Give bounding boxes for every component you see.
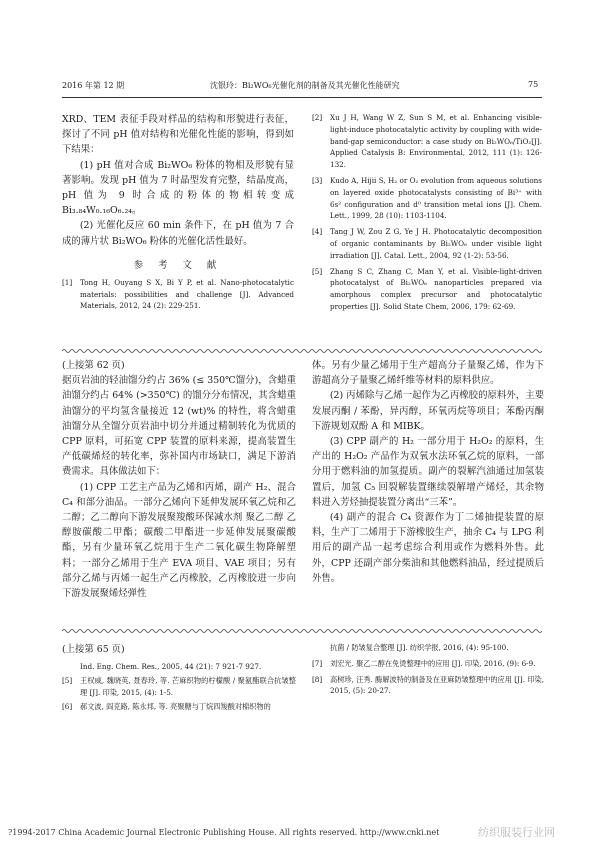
article-paragraph: (1) CPP 工艺主产品为乙烯和丙烯，副产 H₂、混合 C₄ 和部分油品。一部分乙烯向下延伸发展环氧乙烷和乙二醇；乙二醇向下游发展聚羧酸环保减水剂 聚乙二醇 乙醇胺碳酸二甲酯；碳酸二甲酯进一步延伸发展聚碳酸酯，另有少量环氧乙烷用于生产二氧化碳生物降解塑料；一部分乙烯用于生产 EVA 项目、VAE 项目；另有部分乙烯与丙烯一起生产乙丙橡胶，乙丙橡胶进一步向下游发展聚烯烃弹性 bbox=[62, 481, 296, 600]
reference-number: [8] bbox=[312, 674, 323, 684]
continued-article-right bbox=[312, 358, 544, 586]
reference-text: Tang J W, Zou Z G, Ye J H. Photocatalytic decomposition of organic contaminants by Bi₂WO₆ under visible light irradiation [J]. Catal. Lett., 2004, 92 (1-2): 53-56. bbox=[330, 227, 542, 260]
reference-item bbox=[62, 661, 296, 673]
reference-number: [3] bbox=[312, 175, 323, 185]
reference-number bbox=[62, 661, 80, 673]
article-paragraph: (2) 丙烯除与乙烯一起作为乙丙橡胶的原料外，主要发展丙酮 / 苯酚，异丙醇，环氧丙烷等项目；苯酚丙酮下游规划双酚 A 和 MIBK。 bbox=[312, 390, 544, 432]
reference-text: 刘宏光. 聚乙二醇在免烫整理中的应用 [J]. 印染, 2016, (9): 6-9. bbox=[330, 658, 536, 668]
reference-item bbox=[62, 277, 294, 312]
reference-item bbox=[312, 674, 544, 698]
copyright-footer: ?1994-2017 China Academic Journal Electronic Publishing House. All rights reserved. http://www.cnki.net bbox=[8, 828, 440, 837]
reference-text: Zhang S C, Zhang C, Man Y, et al. Visible-light-driven photocatalyst of Bi₂WO₆ nanoparticles prepared via amorphous complex precursor and photocatalytic properties [J]. Solid State Chem, 2006, 179: 62-69. bbox=[330, 266, 542, 311]
article-text bbox=[312, 358, 544, 586]
conclusion-column bbox=[62, 112, 294, 314]
continued-references-right bbox=[312, 642, 544, 699]
reference-number bbox=[312, 642, 330, 654]
reference-text: 高树珍, 汪秀. 酶解波特的制备及在亚麻防皱整理中的应用 [J]. 印染, 2015, (5): 20-27. bbox=[330, 674, 544, 696]
reference-text: 郝文波, 阎克路, 陈永邦, 等. 亮聚糖与丁烷四羧酸对棉织物的 bbox=[80, 701, 271, 711]
watermark: 纺织服装行业网 bbox=[478, 826, 555, 839]
references-heading: 参 考 文 献 bbox=[133, 259, 223, 271]
section-divider bbox=[62, 348, 542, 354]
issue-label: 2016 年第 12 期 bbox=[62, 81, 125, 90]
running-title: 沈银玲：Bi₂WO₆光催化剂的制备及其光催化性能研究 bbox=[210, 81, 400, 90]
conclusion-text bbox=[62, 112, 294, 249]
reference-text: 王权威, 魏晓英, 聂春玲, 等. 芒麻织物的柠檬酸 / 聚氨酯联合抗皱整理 [J]. 印染, 2015, (4): 1-5. bbox=[80, 676, 296, 697]
reference-text: 抗菌 / 防皱复合整理 [J]. 纺织学报, 2016, (4): 95-100. bbox=[330, 643, 509, 652]
reference-number: [5] bbox=[312, 266, 323, 276]
continued-references-left bbox=[62, 642, 296, 714]
article-text bbox=[62, 373, 296, 601]
reference-item bbox=[312, 642, 544, 654]
reference-item bbox=[312, 175, 542, 222]
references-column bbox=[312, 112, 542, 315]
reference-number: [4] bbox=[312, 227, 323, 237]
reference-text: Ind. Eng. Chem. Res., 2005, 44 (21): 7 921-7 927. bbox=[80, 662, 262, 672]
reference-number: [2] bbox=[312, 113, 323, 122]
reference-item bbox=[312, 658, 544, 670]
reference-item bbox=[312, 226, 542, 261]
reference-item bbox=[312, 112, 542, 171]
wavy-line bbox=[62, 348, 542, 354]
article-paragraph: 据页岩油的轻油馏分约占 36% (≤ 350℃馏分)，含蜡重油馏分约占 64% (>350℃) 的馏分分布情况，其含蜡重油馏分的平均氢含量接近 12 (wt)% 的特性，将含蜡重油馏分从全馏分页岩油中切分并通过精制转化为优质的 CPP 原料，可拓宽 CPP 装置的原料来源，提高装置生产低碳烯烃的转化率，弥补国内市场缺口，满足下游消费需求。具体做法如下： bbox=[62, 375, 296, 478]
reference-number: [5] bbox=[62, 676, 73, 685]
continued-note: (上接第 62 页) bbox=[62, 360, 125, 371]
article-paragraph: (4) 副产的混合 C₄ 资源作为丁二烯抽提装置的原料，生产丁二烯用于下游橡胶生产，抽余 C₄ 与 LPG 利用后的副产品一起考虑综合利用或作为燃料外售。此外，CPP 还副产部分柴油和其他燃料油品，经过提质后外售。 bbox=[312, 512, 544, 584]
reference-text: Xu J H, Wang W Z, Sun S M, et al. Enhancing visible-light-induce photocatalytic activity by coupling with wide-band-gap semiconductor: a case study on Bi₂WO₆/TiO₂[J]. Applied Catalysis B: Environmental, 2012, 111 (1): 126-132. bbox=[330, 113, 542, 170]
header-rule bbox=[62, 97, 542, 98]
section-divider bbox=[62, 628, 542, 634]
article-paragraph: (3) CPP 副产的 H₂ 一部分用于 H₂O₂ 的原料，生产出的 H₂O₂ 产品作为双氧水法环氧乙烷的原料，一部分用于燃料油的加氢提质。副产的裂解汽油通过加氢装置后，加氢 C₅ 回裂解装置继续裂解增产烯烃，其余物料进入芳烃抽提装置分离出“三苯”。 bbox=[312, 436, 544, 508]
wavy-line bbox=[62, 628, 542, 634]
conclusion-paragraph: (2) 光催化反应 60 min 条件下，在 pH 值为 7 合成的薄片状 Bi₂WO₆ 粉体的光催化活性最好。 bbox=[62, 220, 294, 247]
reference-text: Tong H, Ouyang S X, Bi Y P, et al. Nano-photocatalytic materials: possibilities and challenge [J]. Advanced Materials, 2012, 24 (2): 229-251. bbox=[80, 277, 294, 311]
reference-number: [1] bbox=[62, 277, 73, 287]
page-number: 75 bbox=[528, 80, 539, 89]
conclusion-paragraph: (1) pH 值对合成 Bi₂WO₆ 粉体的物相及形貌有显著影响。发现 pH 值为 7 时晶型发育完整，结晶度高，pH 值为 9 时合成的粉体的物相转变成 Bi₃.₈₄W₀.₁₆O₆.₂₄。 bbox=[62, 159, 294, 217]
continued-article-left bbox=[62, 358, 296, 601]
reference-number: [6] bbox=[62, 701, 73, 711]
reference-item bbox=[62, 701, 296, 713]
reference-item bbox=[312, 266, 542, 313]
article-paragraph: 体。另有少量乙烯用于生产超高分子量聚乙烯，作为下游超高分子量聚乙烯纤维等材料的原料供应。 bbox=[312, 360, 544, 387]
reference-text: Kudo A, Hijii S, H₂ or O₂ evolution from aqueous solutions on layered oxide photocatalysts consisting of Bi³⁺ with 6s² configuration and d⁰ transition metal ions [J]. Chem. Lett., 1999, 28 (10): 1103-1104. bbox=[330, 175, 542, 221]
reference-number: [7] bbox=[312, 658, 323, 668]
continued-note: (上接第 65 页) bbox=[62, 644, 125, 655]
reference-item bbox=[62, 675, 296, 699]
conclusion-paragraph: XRD、TEM 表征手段对样品的结构和形貌进行表征，探讨了不同 pH 值对结构和光催化性能的影响，得到如下结果： bbox=[62, 114, 294, 156]
